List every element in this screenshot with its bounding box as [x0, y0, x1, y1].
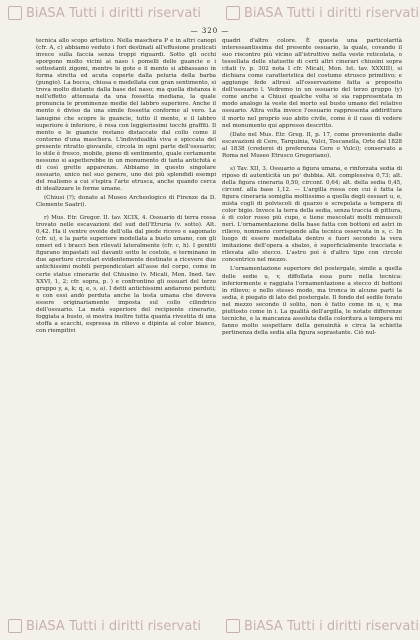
page-number: — 320 —	[190, 27, 230, 35]
paragraph: quadri d'altro colore. È questa una particolarità interessantissima del presente ossuario, la quale, covando il suo riscontro più vicino all'istruttivo nella veste reticolata, o tessellata delle statuette di certi altri cinerari chiusini sopra citati (v. p. 302 nota I cfr. Micali, Mon. Ist. tav. XXXIII), si dichiara come caratteristica del costume etrusco primitivo; e aggiunge fede altresì all'osservazione fatta a proposito dell'ossuario l. Vedremo in un ossuario del terzo gruppo (y) come anche a Chiusi qualche volta si sia rappresentata in modo analogo la veste del morto sul busto umano del relativo ossuario. Altra volta invece l'ossuario rappresenta addirittura il morto nel proprio suo abito civile, come è il caso di vedere nel monumento qui appresso descritto.	[222, 38, 402, 129]
biasa-logo-icon	[226, 6, 240, 20]
watermark-bottom-right: BiASA Tutti i diritti riservati	[226, 619, 419, 634]
watermark-top-right: BiASA Tutti i diritti riservati	[226, 6, 419, 21]
paragraph: tecnica allo scopo artistico. Nella maschera P e in altri canopi (cfr. A, c) abbiamo veduto i fori destinati all'effusione praticati invece sulla faccia senza troppi riguardi. Sotto gli occhi sporgono molto vicini ai naso i pomelli delle guancie e i sottostanti zigomi, mentre le gote e il mento si abbassano in forma stretta ed acuta coperte dalla peluria della barba (pungio). La bocca, chiusa e modellata con gran sentimento, si trova molto distante dalla base del naso; ma quella distanza è nell'effetto attenuata da una fossetta mediana, la quale pronuncia le prominenze medie del labbro superiore. Anche il mento è diviso da una simile fossetta conforme al vero. La lanugine che scopre le guancie, tutto il mento, e il labbro superiore è inferiore, è resa con leggierissimi tocchi graffiti. Il mento e le guancie restano distaccate dal collo come il contorno d'una maschera. L'individualità viva e spiccata del presente ritratto giovanile, circola in ogni parte dell'ossuario; lo stile è fresco, mobile, pieno di sentimento, quale certamente nessuno si aspetterebbe in un monumento di tanta antichità e di così grette apparenze. Abbiamo in questo singolare ossuario, unico nel suo genere, uno dei più splendidi esempi del realismo a cui s'ispira l'arte etrusca, anche quando cerca di idealizzare le forme umane.	[36, 38, 216, 192]
watermark-top	[0, 0, 420, 26]
paragraph: (Dato nel Mus. Etr. Greg. II, p. 17, come proveniente dalle escavazioni di Cere, Tarquinia, Vulci, Toscanella, Orte dal 1828 al 1838 (crederei di preferenza Cere o Vulci); conservato a Roma nel Museo Etrusco Gregoriano).	[222, 131, 402, 159]
watermark-bottom	[0, 613, 420, 639]
biasa-logo-icon	[8, 6, 22, 20]
paragraph: s) Tav. XII, 3. Ossuario a figura umana, e rinforzata sedia di riposo di autenticità un po' dubbia. Alt. complessiva 0,73; alt. della figura cineraria 0,50, circonf. 0,64; alt. della sedia 0,45, circonf. alla base 1,12. — L'argilla rossa con cui è fatta la figura cineraria somiglia moltissimo a quella degli ossuari u, e, mista cogli di polviscoli di quarzo e screpolata a tempera di color bigio. Invece la terra della sedia, senza traccia di pittura, è di color rosso più cupo, e tiene mescolati molti minuscoli nerì. L'ornamentazione della base fatta con bottoni ed astri in rilievo, nonmeno corrisponde alla tecnica osservata in s, c. In luogo di essere modellata dentro e fuori secondo la vera imitazione dell'opera a sbalzo, è superficialmente tracciata e rilevata allo stecco. L'astro poi è d'altro tipo con circolo concentrico nel mezzo.	[222, 165, 402, 264]
biasa-logo-icon	[226, 619, 240, 633]
paragraph: L'ornamentazione superiore del postergale, simile a quella delle sedie u, v, diffollata essa pure nella tecnica: inferiormente e raggiata l'ornamentazione a stecco di bottoni in rilievo; e nello stesso modo, ma tronca in alcune parti la sedia, è piegato di lato del postergale. Il fondo del sedile forato nel mezzo secondo il solito, non è fatto come in u, v, ma piuttosto come in i. La qualità dell'argilla, le notate differenze tecniche, e la mancanza assoluta della coloritura a tempera mi fanno molto sospettare della genuinità e circa la schietta pertinenza della sedia alla figura soprastante. Ciò nul-	[222, 266, 402, 336]
watermark-top-left: BiASA Tutti i diritti riservati	[8, 6, 201, 21]
biasa-logo-icon	[8, 619, 22, 633]
left-column	[36, 38, 216, 337]
paragraph: (Chiusi (?); donato al Museo Archeologico di Firenze da D. Clemente Saatri).	[36, 195, 216, 209]
right-column	[222, 38, 402, 339]
paragraph: r) Mus. Etr. Gregor. II. tav. XCIX, 4. Ossuario di terra rossa trovato nelle escavazioni del sud dell'Etruria (v. sotto). Alt. 0,42. Ha il ventre ovoide dell'olla dal piede ricevo e sagomato (cfr. u), e la parte superiore modellata a busto umano, con gli omeri ed i bracci ben rilevati lateralmente (cfr. c, h). I genitti figurano impastati sul davanti sotto le costole, e terminano in due aperture circolari evidentemente destinate a ricevere due antichissimi mobili perpendicolari all'asse del corpo, come in certe statue cinerarie del Chiusino (v. Micali, Mon. Ined. tav. XXVI, 1, 2; cfr. sopra, p. ) e confrontino gli ossuari del terzo gruppo y, a, k; q, e, s, a). I detti antichissimi andarono perduti; e con essi andò perduta anche la testa umana che doveva essere originariamente imposta sul collo cilindrico dell'ossuario. La metà superiore del recipiente cinerario, foggiata a busto, si mostra inoltre tutta quanta rivestita di una stoffa a scacchi, espressa in rilievo e dipinta al color bianco, con riempitivi	[36, 215, 216, 334]
watermark-bottom-left: BiASA Tutti i diritti riservati	[8, 619, 201, 634]
